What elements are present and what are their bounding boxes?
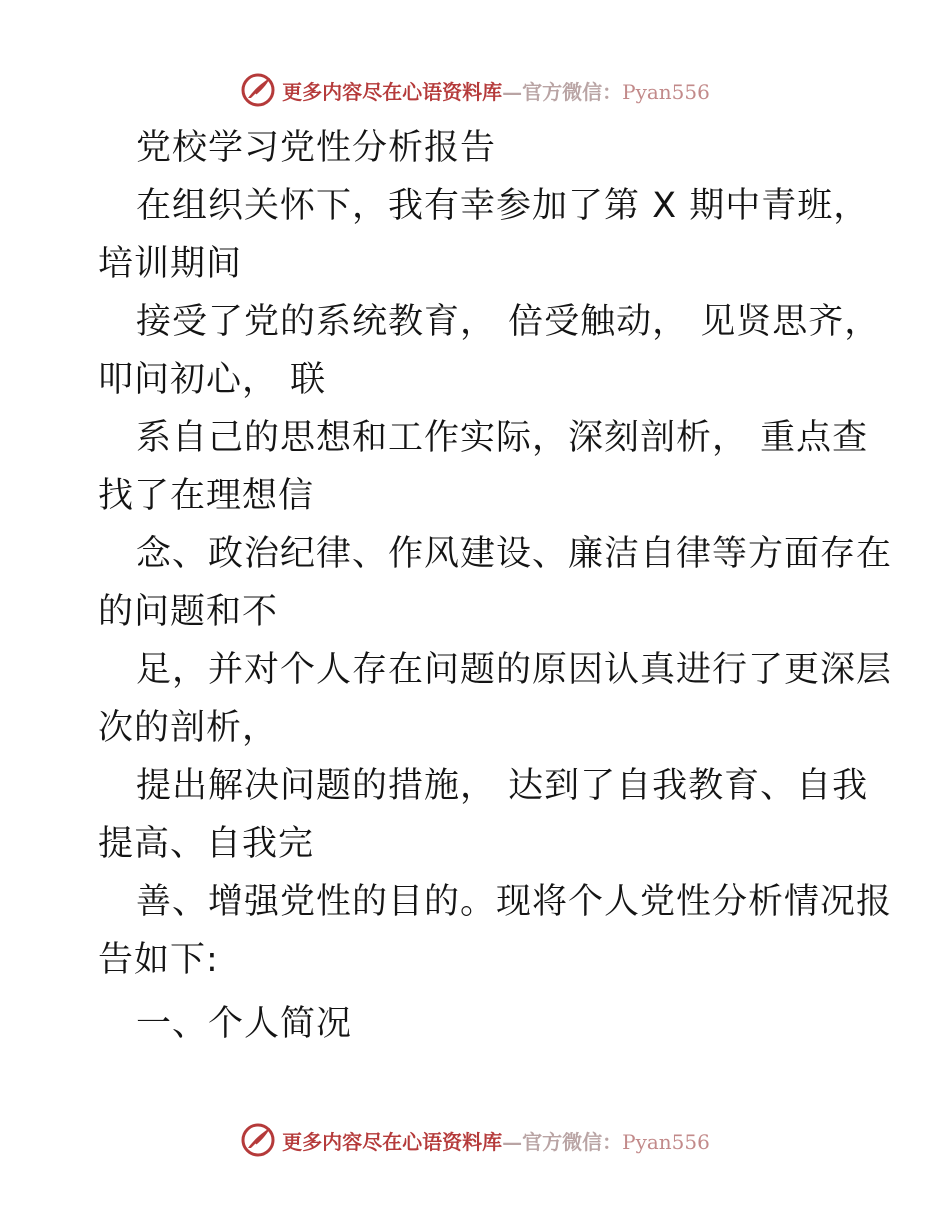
- watermark-group: [240, 1122, 710, 1158]
- paragraph-line: 接受了党的系统教育， 倍受触动， 见贤思齐，: [136, 302, 881, 342]
- quill-logo-icon: [240, 1122, 276, 1158]
- paragraph-line: 告如下:: [98, 940, 219, 980]
- watermark-contact: 官方微信：: [522, 1129, 623, 1154]
- quill-logo-icon: [240, 72, 276, 108]
- watermark-brand: 更多内容尽在心语资料库: [282, 79, 503, 104]
- paragraph-line: 提高、自我完: [98, 824, 315, 864]
- paragraph-line: 叩问初心， 联: [98, 360, 327, 400]
- paragraph-line: 的问题和不: [98, 592, 279, 632]
- watermark-group: [240, 72, 710, 108]
- paragraph-line: 善、增强党性的目的。现将个人党性分析情况报: [136, 882, 893, 922]
- paragraph-line: 培训期间: [98, 244, 243, 284]
- header-watermark: [0, 70, 950, 110]
- document-title: 党校学习党性分析报告: [136, 128, 497, 168]
- paragraph-line: 提出解决问题的措施， 达到了自我教育、自我: [136, 766, 869, 806]
- watermark-dash: —: [502, 1129, 523, 1154]
- paragraph-line: 在组织关怀下，我有幸参加了第 X 期中青班，: [136, 186, 870, 226]
- paragraph-line: 足，并对个人存在问题的原因认真进行了更深层: [136, 650, 893, 690]
- watermark-brand: 更多内容尽在心语资料库: [282, 1129, 503, 1154]
- footer-watermark: [0, 1120, 950, 1160]
- watermark-dash: —: [502, 79, 523, 104]
- paragraph-line: 次的剖析，: [98, 708, 279, 748]
- paragraph-line: 念、政治纪律、作风建设、廉洁自律等方面存在: [136, 534, 893, 574]
- paragraph-line: 系自己的思想和工作实际，深刻剖析， 重点查: [136, 418, 869, 458]
- watermark-account: Pyan556: [622, 79, 710, 104]
- section-heading: 一、个人简况: [136, 1004, 353, 1044]
- watermark-contact: 官方微信：: [522, 79, 623, 104]
- watermark-account: Pyan556: [622, 1129, 710, 1154]
- paragraph-line: 找了在理想信: [98, 476, 315, 516]
